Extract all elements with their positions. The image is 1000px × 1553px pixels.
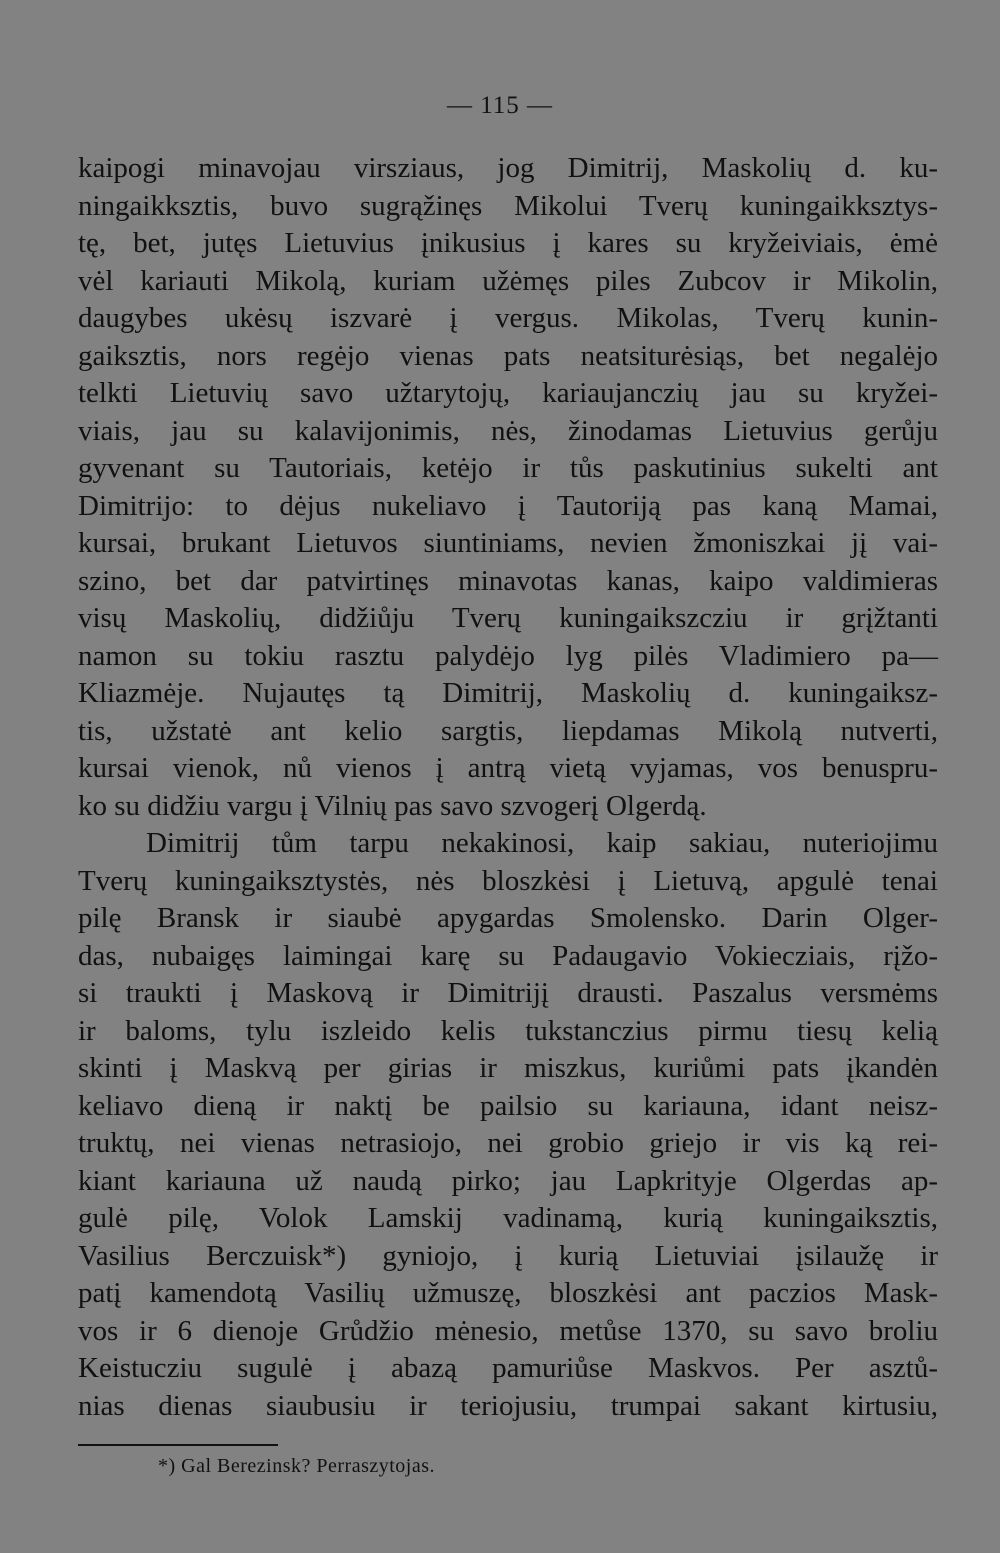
- text-line-12: szino, bet dar patvirtinęs minavotas kanas, kaipo valdimieras: [78, 564, 938, 597]
- text-line-29: gulė pilę, Volok Lamskij vadinamą, kurią kuningaiksztis,: [78, 1202, 938, 1234]
- text-line-20: Tverų kuningaiksztystės, nės bloszkėsi į Lietuvą, apgulė tenai: [78, 864, 938, 897]
- text-line-3: tę, bet, jutęs Lietuvius įnikusius į kares su kryžeiviais, ėmė: [78, 227, 938, 259]
- text-line-16: tis, užstatė ant kelio sargtis, liepdamas Mikolą nutverti,: [78, 714, 938, 747]
- text-line-23: si traukti į Maskovą ir Dimitrijį drausti. Paszalus versmėms: [78, 977, 938, 1009]
- text-line-24: ir baloms, tylu iszleido kelis tukstanczius pirmu tiesų kelią: [78, 1014, 938, 1047]
- text-line-17: kursai vienok, nů vienos į antrą vietą vyjamas, vos benuspru-: [78, 752, 938, 784]
- page-number: — 115 —: [446, 92, 554, 119]
- text-line-10: Dimitrijo: to dėjus nukeliavo į Tautoriją pas kaną Mamai,: [78, 489, 938, 522]
- text-line-32: vos ir 6 dienoje Grůdžio mėnesio, metůse 1370, su savo broliu: [78, 1314, 938, 1347]
- text-line-13: visų Maskolių, didžiůju Tverų kuningaikszcziu ir grįžtanti: [78, 602, 938, 634]
- text-line-27: truktų, nei vienas netrasiojo, nei grobio griejo ir vis ką rei-: [78, 1127, 938, 1159]
- footnote-divider: [78, 1444, 278, 1446]
- body-text: [78, 150, 938, 1425]
- text-line-25: skinti į Maskvą per girias ir miszkus, kuriůmi pats įkandėn: [78, 1052, 938, 1084]
- text-line-21: pilę Bransk ir siaubė apygardas Smolensko. Darin Olger-: [78, 902, 938, 934]
- text-line-30: Vasilius Berczuisk*) gyniojo, į kurią Lietuviai įsilaužę ir: [78, 1239, 938, 1272]
- text-line-28: kiant kariauna už naudą pirko; jau Lapkrityje Olgerdas ap-: [78, 1164, 938, 1197]
- text-line-9: gyvenant su Tautoriais, ketėjo ir tůs paskutinius sukelti ant: [78, 452, 938, 484]
- text-line-7: telkti Lietuvių savo užtarytojų, kariaujanczių jau su kryžei-: [78, 377, 938, 409]
- text-line-11: kursai, brukant Lietuvos siuntiniams, nevien žmoniszkai jį vai-: [78, 527, 938, 559]
- text-line-5: daugybes ukėsų iszvarė į vergus. Mikolas, Tverų kunin-: [78, 302, 938, 334]
- text-line-26: keliavo dieną ir naktį be pailsio su kariauna, idant neisz-: [78, 1089, 938, 1122]
- text-line-31: patį kamendotą Vasilių užmuszę, bloszkėsi ant paczios Mask-: [78, 1277, 938, 1309]
- text-line-4: vėl kariauti Mikolą, kuriam užėmęs piles Zubcov ir Mikolin,: [78, 264, 938, 297]
- text-line-2: ningaikksztis, buvo sugrąžinęs Mikolui Tverų kuningaikksztys-: [78, 189, 938, 222]
- text-line-18: ko su didžiu vargu į Vilnių pas savo szvogerį Olgerdą.: [78, 789, 707, 822]
- footnote: *) Gal Berezinsk? Perraszytojas.: [158, 1455, 436, 1477]
- text-line-15: Kliazmėje. Nujautęs tą Dimitrij, Maskolių d. kuningaiksz-: [78, 677, 938, 709]
- text-line-19: Dimitrij tům tarpu nekakinosi, kaip sakiau, nuteriojimu: [146, 827, 938, 859]
- text-line-22: das, nubaigęs laimingai karę su Padaugavio Vokiecziais, rįžo-: [78, 939, 938, 972]
- text-line-34: nias dienas siaubusiu ir teriojusiu, trumpai sakant kirtusiu,: [78, 1389, 938, 1422]
- text-line-8: viais, jau su kalavijonimis, nės, žinodamas Lietuvius gerůju: [78, 414, 938, 447]
- text-line-1: kaipogi minavojau virsziaus, jog Dimitrij, Maskolių d. ku-: [78, 152, 938, 184]
- text-line-6: gaiksztis, nors regėjo vienas pats neatsiturėsiąs, bet negalėjo: [78, 339, 938, 372]
- text-line-33: Keistucziu sugulė į abazą pamuriůse Maskvos. Per asztů-: [78, 1352, 938, 1384]
- text-line-14: namon su tokiu rasztu palydėjo lyg pilės Vladimiero pa—: [78, 639, 938, 672]
